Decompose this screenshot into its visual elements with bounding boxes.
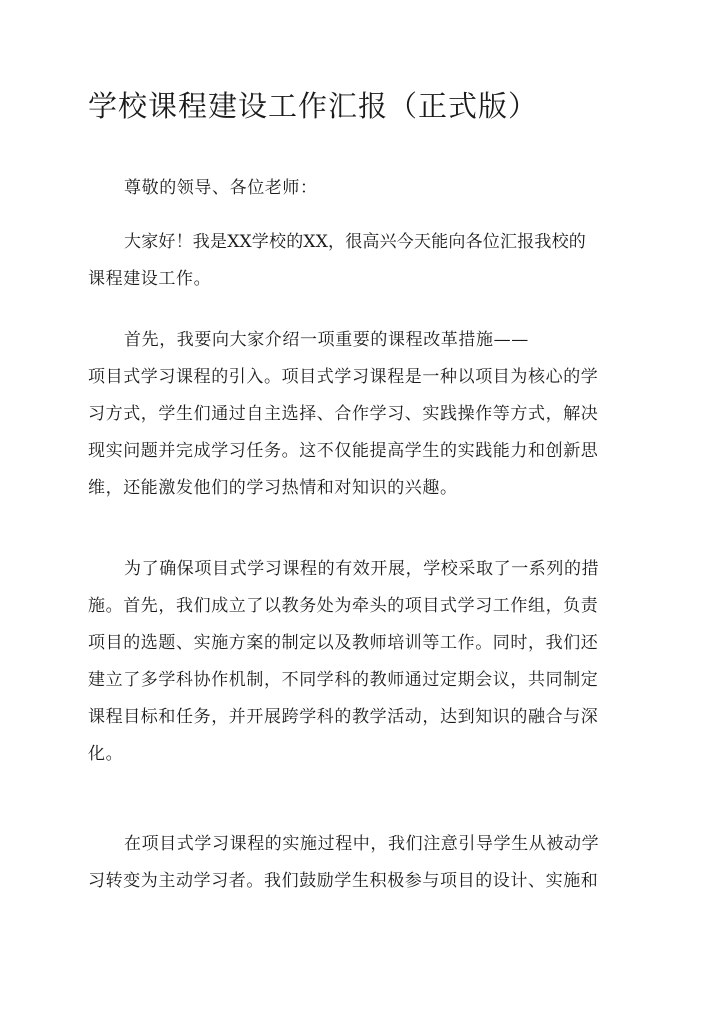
paragraph-line: 施。首先，我们成立了以教务处为牵头的项目式学习工作组，负责 [88,596,599,616]
paragraph-measures [88,551,634,773]
greeting-text: 尊敬的领导、各位老师： [124,178,318,198]
paragraph-line: 大家好！我是XX学校的XX，很高兴今天能向各位汇报我校的 [124,232,587,252]
document-title: 学校课程建设工作汇报（正式版） [88,89,539,123]
paragraph-implementation [88,826,634,900]
paragraph-line: 项目式学习课程的引入。项目式学习课程是一种以项目为核心的学 [88,367,599,387]
paragraph-line: 维，还能激发他们的学习热情和对知识的兴趣。 [88,478,458,498]
paragraph-line: 习转变为主动学习者。我们鼓励学生积极参与项目的设计、实施和 [88,871,599,891]
paragraph-line: 课程目标和任务，并开展跨学科的教学活动，达到知识的融合与深 [88,707,599,727]
paragraph-line: 现实问题并完成学习任务。这不仅能提高学生的实践能力和创新思 [88,441,599,461]
paragraph-line: 化。 [88,744,124,764]
paragraph-line: 在项目式学习课程的实施过程中，我们注意引导学生从被动学 [124,834,600,854]
paragraph-intro [88,224,634,298]
paragraph-line: 建立了多学科协作机制，不同学科的教师通过定期会议，共同制定 [88,670,599,690]
paragraph-line: 课程建设工作。 [88,269,212,289]
paragraph-line: 习方式，学生们通过自主选择、合作学习、实践操作等方式，解决 [88,404,599,424]
greeting [88,170,634,207]
paragraph-line: 首先，我要向大家介绍一项重要的课程改革措施—— [124,330,529,350]
paragraph-project-learning [88,322,634,507]
paragraph-line: 为了确保项目式学习课程的有效开展，学校采取了一系列的措 [124,559,600,579]
paragraph-line: 项目的选题、实施方案的制定以及教师培训等工作。同时，我们还 [88,633,599,653]
